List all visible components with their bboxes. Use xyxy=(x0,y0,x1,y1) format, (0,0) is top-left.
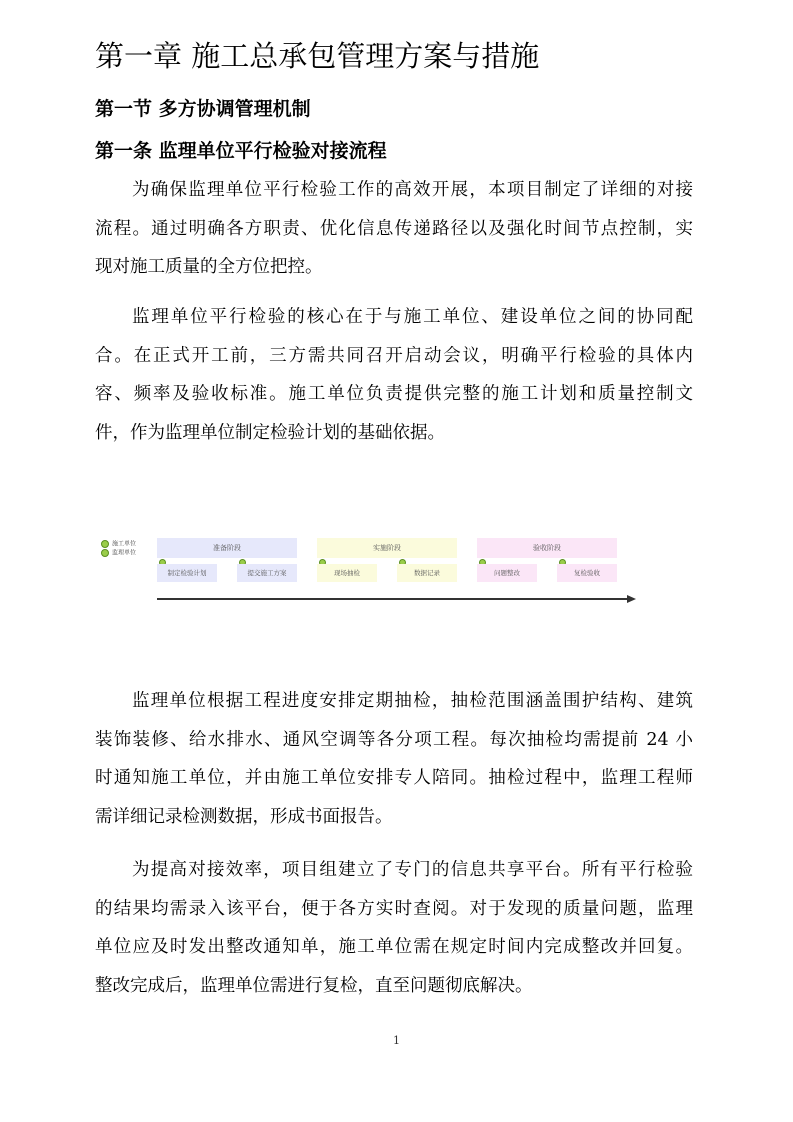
phase-header-accept: 验收阶段 xyxy=(477,538,617,558)
paragraph-3 xyxy=(95,682,693,836)
page-number: 1 xyxy=(393,1034,400,1047)
paragraph-line: 流程。通过明确各方职责、优化信息传递路径以及强化时间节点控制，实 xyxy=(95,218,693,239)
paragraph-line: 装饰装修、给水排水、通风空调等各分项工程。每次抽检均需提前 24 小 xyxy=(95,729,693,750)
inspection-flow-diagram xyxy=(95,532,650,612)
paragraph-line: 监理单位平行检验的核心在于与施工单位、建设单位之间的协同配 xyxy=(132,307,693,327)
paragraph-line: 的结果均需录入该平台，便于各方实时查阅。对于发现的质量问题，监理 xyxy=(95,898,693,919)
timeline-axis xyxy=(157,598,631,600)
phase-header-prepare: 准备阶段 xyxy=(157,538,297,558)
legend-item-supervision: 监理单位 xyxy=(101,549,136,557)
section-title: 第一节 多方协调管理机制 xyxy=(95,98,311,120)
legend-item-construction: 施工单位 xyxy=(101,540,136,548)
task-box: 数据记录 xyxy=(397,564,457,582)
paragraph-line: 件，作为监理单位制定检验计划的基础依据。 xyxy=(95,422,445,443)
paragraph-line: 为提高对接效率，项目组建立了专门的信息共享平台。所有平行检验 xyxy=(132,860,693,880)
article-title: 第一条 监理单位平行检验对接流程 xyxy=(95,140,387,162)
paragraph-line: 合。在正式开工前，三方需共同召开启动会议，明确平行检验的具体内 xyxy=(95,345,693,366)
paragraph-4 xyxy=(95,851,693,1005)
legend-dot-icon xyxy=(101,540,109,548)
paragraph-line: 为确保监理单位平行检验工作的高效开展，本项目制定了详细的对接 xyxy=(132,180,693,200)
paragraph-line: 容、频率及验收标准。施工单位负责提供完整的施工计划和质量控制文 xyxy=(95,384,693,404)
task-box: 现场抽检 xyxy=(317,564,377,582)
paragraph-2 xyxy=(95,298,693,452)
paragraph-line: 监理单位根据工程进度安排定期抽检，抽检范围涵盖围护结构、建筑 xyxy=(132,691,693,711)
paragraph-1 xyxy=(95,171,693,287)
paragraph-line: 需详细记录检测数据，形成书面报告。 xyxy=(95,806,393,827)
legend-dot-icon xyxy=(101,549,109,557)
chapter-title: 第一章 施工总承包管理方案与措施 xyxy=(95,39,540,73)
task-box: 制定检验计划 xyxy=(157,564,217,582)
phase-header-implement: 实施阶段 xyxy=(317,538,457,558)
paragraph-line: 单位应及时发出整改通知单，施工单位需在规定时间内完成整改并回复。 xyxy=(95,937,693,957)
task-box: 复检验收 xyxy=(557,564,617,582)
paragraph-line: 现对施工质量的全方位把控。 xyxy=(95,257,323,277)
task-box: 提交施工方案 xyxy=(237,564,297,582)
timeline-arrow-icon xyxy=(627,595,636,603)
task-box: 问题整改 xyxy=(477,564,537,582)
paragraph-line: 整改完成后，监理单位需进行复检，直至问题彻底解决。 xyxy=(95,975,533,996)
paragraph-line: 时通知施工单位，并由施工单位安排专人陪同。抽检过程中，监理工程师 xyxy=(95,768,693,788)
